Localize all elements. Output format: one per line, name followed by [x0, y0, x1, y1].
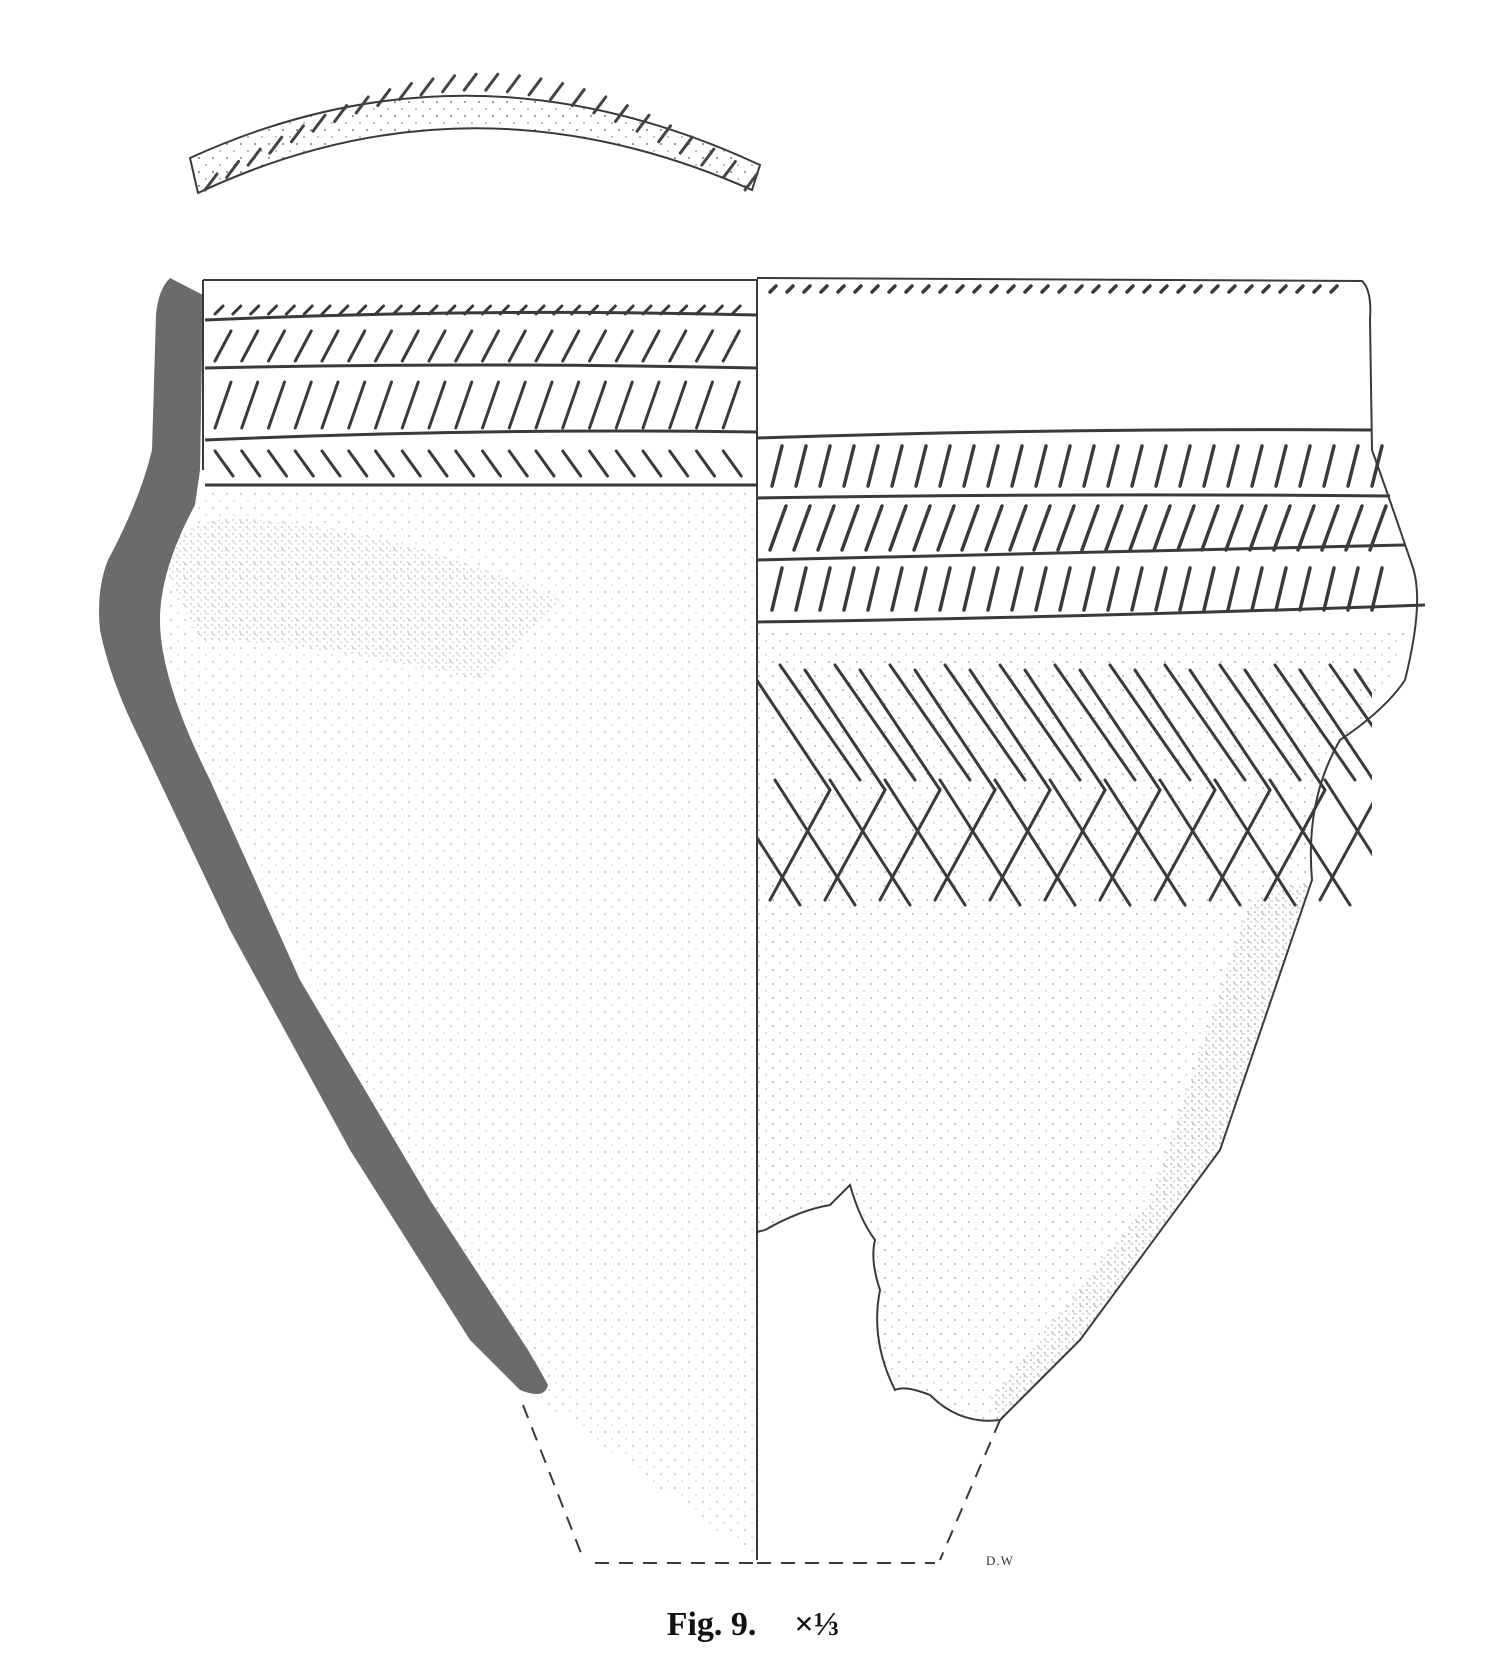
- band-hatch: [1274, 506, 1290, 550]
- band-hatch: [1012, 446, 1022, 486]
- band-hatch: [820, 446, 830, 486]
- band-hatch: [616, 451, 634, 476]
- band-hatch: [1132, 446, 1142, 486]
- band-hatch: [670, 331, 686, 361]
- band-hatch: [242, 331, 258, 361]
- band-hatch: [340, 306, 348, 314]
- band-hatch: [988, 446, 998, 486]
- band-hatch: [914, 506, 930, 550]
- band-hatch: [940, 446, 950, 486]
- rim-edge-hatch: [1297, 286, 1303, 292]
- band-hatch: [616, 331, 632, 361]
- band-hatch: [295, 331, 311, 361]
- figure-label: Fig. 9.: [666, 1606, 757, 1643]
- band-hatch: [1324, 568, 1334, 610]
- band-hatch: [866, 506, 882, 550]
- band-hatch: [1252, 446, 1262, 486]
- band-hatch: [509, 382, 525, 428]
- figure-scale: ×⅓: [794, 1606, 840, 1643]
- band-hatch: [794, 506, 810, 550]
- rim-edge-hatch: [838, 286, 844, 292]
- rim-edge-hatch: [1093, 286, 1099, 292]
- rim-edge-hatch: [940, 286, 946, 292]
- band-hatch: [697, 331, 713, 361]
- band-hatch: [349, 451, 367, 476]
- band-hatch: [844, 568, 854, 610]
- band-hatch: [1012, 568, 1022, 610]
- band-hatch: [456, 451, 474, 476]
- herringbone-stroke: [1385, 665, 1465, 780]
- band-hatch: [286, 306, 294, 314]
- band-hatch: [456, 382, 472, 428]
- band-hatch: [269, 331, 285, 361]
- band-hatch: [1252, 568, 1262, 610]
- band-hatch: [940, 568, 950, 610]
- band-hatch: [868, 568, 878, 610]
- band-hatch: [590, 382, 606, 428]
- band-hatch: [643, 331, 659, 361]
- rim-edge-hatch: [1008, 286, 1014, 292]
- band-hatch: [796, 446, 806, 486]
- band-hatch: [1276, 568, 1286, 610]
- rim-edge-hatch: [787, 286, 793, 292]
- band-hatch: [349, 382, 365, 428]
- band-hatch: [796, 568, 806, 610]
- rim-edge-hatch: [804, 286, 810, 292]
- rim-edge-hatch: [974, 286, 980, 292]
- band-hatch: [842, 506, 858, 550]
- band-hatch: [1036, 446, 1046, 486]
- figure-caption: [0, 1606, 1506, 1644]
- rim-hatch: [399, 84, 411, 100]
- band-hatch: [1178, 506, 1194, 550]
- band-hatch: [1132, 568, 1142, 610]
- herringbone-stroke: [1375, 790, 1435, 900]
- herringbone-stroke: [1320, 790, 1380, 900]
- band-hatch: [215, 382, 231, 428]
- rim-hatch: [443, 76, 455, 92]
- band-hatch: [429, 451, 447, 476]
- band-hatch: [1370, 506, 1386, 550]
- rim-edge-hatch: [991, 286, 997, 292]
- rim-edge-hatch: [1161, 286, 1167, 292]
- band-hatch: [890, 506, 906, 550]
- band-hatch: [1300, 446, 1310, 486]
- band-hatch: [1034, 506, 1050, 550]
- band-hatch: [643, 382, 659, 428]
- band-hatch: [1130, 506, 1146, 550]
- band-hatch: [563, 382, 579, 428]
- band-hatch: [215, 451, 233, 476]
- band-hatch: [1060, 446, 1070, 486]
- rim-edge-hatch: [1178, 286, 1184, 292]
- band-hatch: [1324, 446, 1334, 486]
- band-hatch: [1084, 446, 1094, 486]
- band-hatch: [242, 451, 260, 476]
- band-hatch: [242, 382, 258, 428]
- rim-edge-hatch: [1195, 286, 1201, 292]
- band-hatch: [1228, 568, 1238, 610]
- band-hatch: [509, 331, 525, 361]
- band-hatch: [1226, 506, 1242, 550]
- rim-hatch: [572, 90, 584, 106]
- band-hatch: [563, 331, 579, 361]
- band-hatch: [643, 451, 661, 476]
- band-hatch: [1084, 568, 1094, 610]
- band-hatch: [429, 331, 445, 361]
- band-hatch: [723, 382, 739, 428]
- band-hatch: [483, 331, 499, 361]
- band-hatch: [844, 446, 854, 486]
- band-hatch: [988, 568, 998, 610]
- rim-edge-hatch: [1076, 286, 1082, 292]
- band-hatch: [429, 382, 445, 428]
- band-hatch: [456, 331, 472, 361]
- band-hatch: [1372, 568, 1382, 610]
- band-hatch: [233, 306, 241, 314]
- band-hatch: [1298, 506, 1314, 550]
- band-hatch: [358, 306, 366, 314]
- band-hatch: [892, 568, 902, 610]
- band-hatch: [590, 331, 606, 361]
- band-hatch: [483, 382, 499, 428]
- rim-edge-hatch: [1280, 286, 1286, 292]
- band-hatch: [402, 451, 420, 476]
- band-hatch: [770, 506, 786, 550]
- band-hatch: [818, 506, 834, 550]
- band-hatch: [269, 451, 287, 476]
- band-hatch: [723, 451, 741, 476]
- band-hatch: [986, 506, 1002, 550]
- band-hatch: [1060, 568, 1070, 610]
- band-hatch: [1108, 446, 1118, 486]
- rim-edge-hatch: [1144, 286, 1150, 292]
- band-hatch: [1204, 568, 1214, 610]
- band-hatch: [215, 331, 231, 361]
- rim-edge-hatch: [855, 286, 861, 292]
- band-hatch: [322, 382, 338, 428]
- band-hatch: [269, 382, 285, 428]
- band-hatch: [536, 382, 552, 428]
- band-hatch: [1346, 506, 1362, 550]
- band-hatch: [1156, 568, 1166, 610]
- band-hatch: [1082, 506, 1098, 550]
- band-hatch: [964, 446, 974, 486]
- band-hatch: [376, 331, 392, 361]
- band-hatch: [376, 451, 394, 476]
- rim-edge-hatch: [1314, 286, 1320, 292]
- rim-edge-hatch: [1059, 286, 1065, 292]
- band-hatch: [1180, 568, 1190, 610]
- band-hatch: [402, 331, 418, 361]
- band-hatch: [1010, 506, 1026, 550]
- band-hatch: [916, 568, 926, 610]
- band-hatch: [916, 446, 926, 486]
- band-hatch: [697, 382, 713, 428]
- rim-hatch: [529, 79, 541, 95]
- band-hatch: [1348, 568, 1358, 610]
- band-hatch: [616, 382, 632, 428]
- band-hatch: [295, 451, 313, 476]
- band-hatch: [322, 306, 330, 314]
- rim-edge-hatch: [1229, 286, 1235, 292]
- band-hatch: [772, 568, 782, 610]
- band-hatch: [938, 506, 954, 550]
- band-hatch: [670, 382, 686, 428]
- band-hatch: [670, 451, 688, 476]
- rim-hatch: [486, 74, 498, 90]
- rim-edge-hatch: [1042, 286, 1048, 292]
- band-hatch: [1300, 568, 1310, 610]
- band-hatch: [483, 451, 501, 476]
- rim-hatch: [421, 79, 433, 95]
- band-hatch: [376, 382, 392, 428]
- rim-arc: [190, 74, 760, 193]
- rim-edge-hatch: [889, 286, 895, 292]
- band-hatch: [509, 451, 527, 476]
- rim-edge-hatch: [1246, 286, 1252, 292]
- band-hatch: [1204, 446, 1214, 486]
- band-hatch: [868, 446, 878, 486]
- band-hatch: [1036, 568, 1046, 610]
- band-hatch: [1058, 506, 1074, 550]
- artist-initials: D.W: [986, 1553, 1014, 1568]
- rim-edge-hatch: [906, 286, 912, 292]
- band-hatch: [322, 331, 338, 361]
- band-hatch: [820, 568, 830, 610]
- band-hatch: [322, 451, 340, 476]
- band-hatch: [1250, 506, 1266, 550]
- band-hatch: [536, 451, 554, 476]
- rim-hatch: [551, 84, 563, 100]
- rim-edge-hatch: [821, 286, 827, 292]
- band-hatch: [772, 446, 782, 486]
- rim-hatch: [507, 76, 519, 92]
- rim-edge-hatch: [770, 286, 776, 292]
- rim-edge-hatch: [1110, 286, 1116, 292]
- rim-edge-hatch: [1263, 286, 1269, 292]
- band-hatch: [962, 506, 978, 550]
- band-hatch: [304, 306, 312, 314]
- band-hatch: [402, 382, 418, 428]
- band-hatch: [1276, 446, 1286, 486]
- band-hatch: [892, 446, 902, 486]
- band-hatch: [1322, 506, 1338, 550]
- band-hatch: [536, 331, 552, 361]
- rim-edge-hatch: [957, 286, 963, 292]
- band-hatch: [732, 306, 740, 314]
- band-hatch: [697, 451, 715, 476]
- rim-edge-hatch: [1212, 286, 1218, 292]
- band-hatch: [723, 331, 739, 361]
- band-hatch: [1202, 506, 1218, 550]
- band-hatch: [269, 306, 277, 314]
- band-hatch: [1228, 446, 1238, 486]
- band-hatch: [251, 306, 259, 314]
- band-hatch: [349, 331, 365, 361]
- band-hatch: [1156, 446, 1166, 486]
- left-outline: [203, 280, 757, 470]
- band-hatch: [1348, 446, 1358, 486]
- band-hatch: [1106, 506, 1122, 550]
- rim-edge-hatch: [923, 286, 929, 292]
- band-hatch: [563, 451, 581, 476]
- rim-edge-hatch: [1025, 286, 1031, 292]
- band-hatch: [590, 451, 608, 476]
- rim-edge-hatch: [1331, 286, 1337, 292]
- rim-hatch: [464, 74, 476, 90]
- band-hatch: [1108, 568, 1118, 610]
- rim-edge-hatch: [1127, 286, 1133, 292]
- band-hatch: [295, 382, 311, 428]
- band-hatch: [964, 568, 974, 610]
- band-hatch: [1154, 506, 1170, 550]
- band-hatch: [215, 306, 223, 314]
- band-hatch: [1180, 446, 1190, 486]
- rim-edge-hatch: [872, 286, 878, 292]
